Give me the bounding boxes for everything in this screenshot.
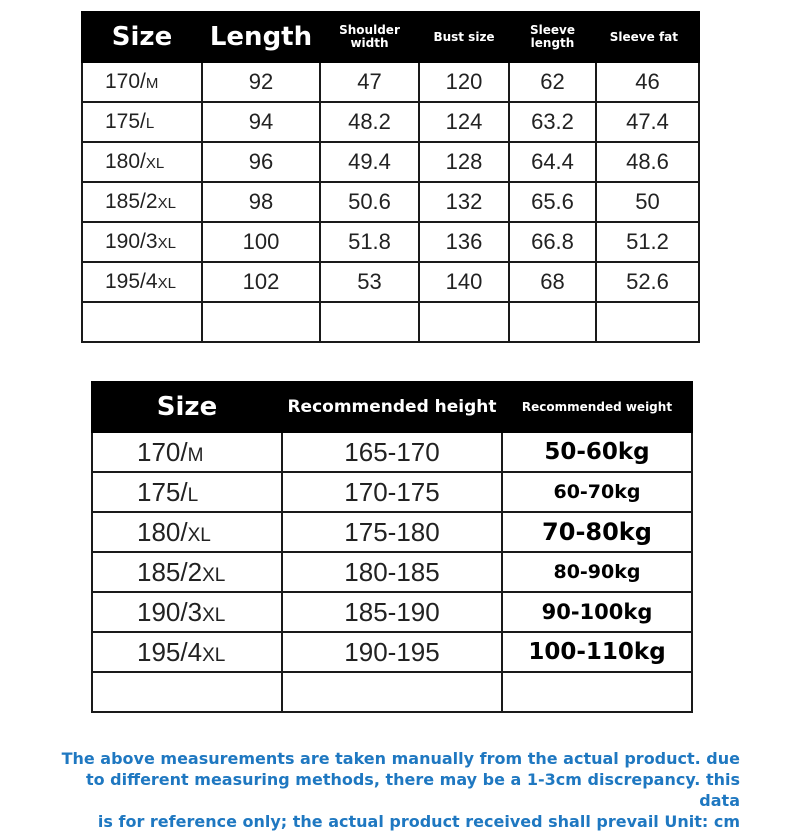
shoulder-cell: 49.4 bbox=[320, 142, 419, 182]
table-row bbox=[92, 552, 692, 592]
size-cell: 190/3XL bbox=[92, 592, 282, 632]
header-size: Size bbox=[82, 12, 202, 62]
size-cell: 180/XL bbox=[82, 142, 202, 182]
weight-cell: 100-110kg bbox=[502, 632, 692, 672]
size-cell: 195/4XL bbox=[82, 262, 202, 302]
sleeve-length-cell: 65.6 bbox=[509, 182, 596, 222]
table-row bbox=[82, 222, 699, 262]
length-cell: 92 bbox=[202, 62, 320, 102]
table-row bbox=[92, 432, 692, 472]
table-row bbox=[82, 182, 699, 222]
height-cell: 170-175 bbox=[282, 472, 502, 512]
header-shoulder-width: Shoulder width bbox=[320, 12, 419, 62]
size-measurement-table bbox=[81, 11, 700, 343]
length-cell: 98 bbox=[202, 182, 320, 222]
table-row bbox=[82, 262, 699, 302]
empty-cell bbox=[82, 302, 202, 342]
empty-cell bbox=[419, 302, 509, 342]
height-cell: 165-170 bbox=[282, 432, 502, 472]
sleeve-fat-cell: 51.2 bbox=[596, 222, 699, 262]
empty-cell bbox=[596, 302, 699, 342]
table-row bbox=[92, 472, 692, 512]
shoulder-cell: 50.6 bbox=[320, 182, 419, 222]
weight-cell: 70-80kg bbox=[502, 512, 692, 552]
shoulder-cell: 47 bbox=[320, 62, 419, 102]
table-row bbox=[92, 592, 692, 632]
table-row bbox=[92, 632, 692, 672]
height-cell: 175-180 bbox=[282, 512, 502, 552]
header-recommended-height: Recommended height bbox=[282, 382, 502, 432]
size-cell: 190/3XL bbox=[82, 222, 202, 262]
length-cell: 100 bbox=[202, 222, 320, 262]
table-row bbox=[82, 62, 699, 102]
length-cell: 96 bbox=[202, 142, 320, 182]
header-sleeve-fat: Sleeve fat bbox=[596, 12, 699, 62]
weight-cell: 50-60kg bbox=[502, 432, 692, 472]
sleeve-length-cell: 62 bbox=[509, 62, 596, 102]
bust-cell: 124 bbox=[419, 102, 509, 142]
length-cell: 102 bbox=[202, 262, 320, 302]
size-table-header-row bbox=[82, 12, 699, 62]
bust-cell: 132 bbox=[419, 182, 509, 222]
header-length: Length bbox=[202, 12, 320, 62]
sleeve-fat-cell: 52.6 bbox=[596, 262, 699, 302]
size-cell: 180/XL bbox=[92, 512, 282, 552]
size-cell: 185/2XL bbox=[82, 182, 202, 222]
empty-cell bbox=[509, 302, 596, 342]
length-cell: 94 bbox=[202, 102, 320, 142]
bust-cell: 128 bbox=[419, 142, 509, 182]
weight-cell: 80-90kg bbox=[502, 552, 692, 592]
recommendation-table bbox=[91, 381, 693, 713]
sleeve-length-cell: 64.4 bbox=[509, 142, 596, 182]
bust-cell: 136 bbox=[419, 222, 509, 262]
size-cell: 170/M bbox=[92, 432, 282, 472]
empty-cell bbox=[282, 672, 502, 712]
sleeve-fat-cell: 48.6 bbox=[596, 142, 699, 182]
header-size: Size bbox=[92, 382, 282, 432]
empty-cell bbox=[320, 302, 419, 342]
empty-table-row bbox=[82, 302, 699, 342]
table-row bbox=[92, 512, 692, 552]
height-cell: 180-185 bbox=[282, 552, 502, 592]
size-cell: 175/L bbox=[82, 102, 202, 142]
empty-cell bbox=[202, 302, 320, 342]
sleeve-length-cell: 66.8 bbox=[509, 222, 596, 262]
empty-table-row bbox=[92, 672, 692, 712]
sleeve-fat-cell: 50 bbox=[596, 182, 699, 222]
empty-cell bbox=[502, 672, 692, 712]
sleeve-fat-cell: 46 bbox=[596, 62, 699, 102]
table-row bbox=[82, 102, 699, 142]
recommendation-header-row bbox=[92, 382, 692, 432]
weight-cell: 60-70kg bbox=[502, 472, 692, 512]
header-sleeve-length: Sleeve length bbox=[509, 12, 596, 62]
sleeve-length-cell: 68 bbox=[509, 262, 596, 302]
height-cell: 190-195 bbox=[282, 632, 502, 672]
shoulder-cell: 48.2 bbox=[320, 102, 419, 142]
bust-cell: 120 bbox=[419, 62, 509, 102]
size-cell: 185/2XL bbox=[92, 552, 282, 592]
size-cell: 195/4XL bbox=[92, 632, 282, 672]
shoulder-cell: 53 bbox=[320, 262, 419, 302]
sleeve-fat-cell: 47.4 bbox=[596, 102, 699, 142]
empty-cell bbox=[92, 672, 282, 712]
bust-cell: 140 bbox=[419, 262, 509, 302]
shoulder-cell: 51.8 bbox=[320, 222, 419, 262]
weight-cell: 90-100kg bbox=[502, 592, 692, 632]
size-cell: 175/L bbox=[92, 472, 282, 512]
size-cell: 170/M bbox=[82, 62, 202, 102]
header-bust-size: Bust size bbox=[419, 12, 509, 62]
table-row bbox=[82, 142, 699, 182]
header-recommended-weight: Recommended weight bbox=[502, 382, 692, 432]
sleeve-length-cell: 63.2 bbox=[509, 102, 596, 142]
measurement-disclaimer: The above measurements are taken manually from the actual product. due to different measuring methods, there may be a 1-3cm discrepancy. this data is for reference only; the actual product received shall prevail Unit: cm bbox=[61, 749, 740, 831]
height-cell: 185-190 bbox=[282, 592, 502, 632]
